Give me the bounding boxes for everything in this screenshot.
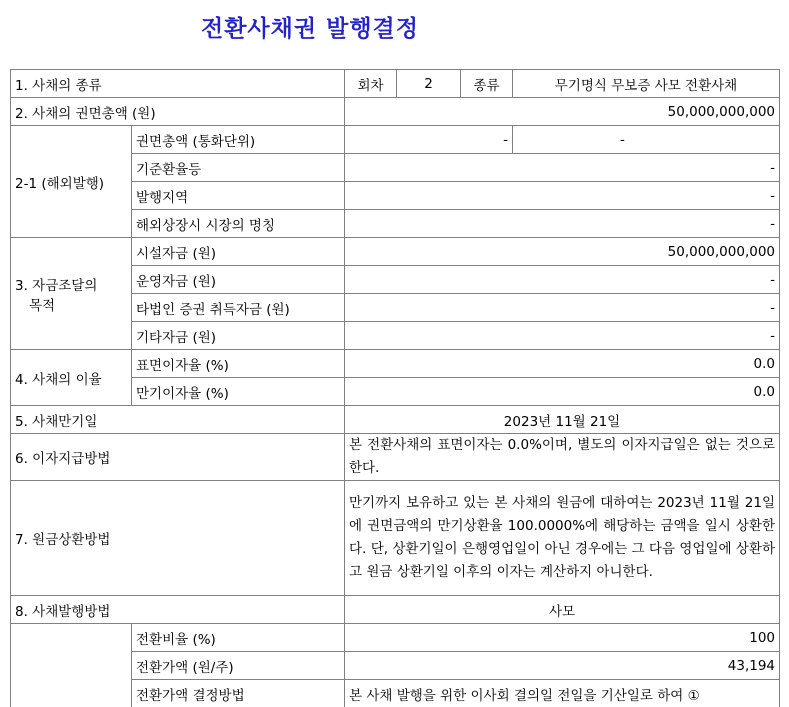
row-value: 본 사채 발행을 위한 이사회 결의일 전일을 기산일로 하여 ① <box>345 680 780 707</box>
row-value: 만기까지 보유하고 있는 본 사채의 원금에 대하여는 2023년 11월 21일에 권면금액의 만기상환율 100.0000%에 해당하는 금액을 일시 상환한다. 단, 상환기일이 은행영업일이 아닌 경우에는 그 다음 영업일에 상환하고 원금 상환기일 이후의 이자는 계산하지 아니한다. <box>345 481 780 596</box>
group-label-funding-purpose <box>11 238 132 350</box>
row-value: 본 전환사채의 표면이자는 0.0%이며, 별도의 이자지급일은 없는 것으로 한다. <box>345 434 780 481</box>
row-value: - <box>345 154 780 182</box>
label-line: 3. 자금조달의 <box>15 274 127 294</box>
disclosure-table <box>10 69 780 707</box>
row-value: 2023년 11월 21일 <box>345 406 780 434</box>
row-label: 2. 사채의 권면총액 (원) <box>11 98 345 126</box>
row-label: 6. 이자지급방법 <box>11 434 345 481</box>
row-value: - <box>345 126 513 154</box>
row-value: 43,194 <box>345 652 780 680</box>
row-value: 0.0 <box>345 378 780 406</box>
row-label: 5. 사채만기일 <box>11 406 345 434</box>
row-label: 시설자금 (원) <box>132 238 345 266</box>
kind-value: 무기명식 무보증 사모 전환사채 <box>513 70 780 98</box>
row-label: 기준환율등 <box>132 154 345 182</box>
row-label: 전환가액 결정방법 <box>132 680 345 707</box>
row-value: 사모 <box>345 596 780 624</box>
document-title: 전환사채권 발행결정 <box>0 10 620 43</box>
row-value: 50,000,000,000 <box>345 98 780 126</box>
row-bond-type <box>11 70 780 98</box>
row-interest-payment <box>11 434 780 481</box>
row-value: - <box>513 126 780 154</box>
row-label: 전환가액 (원/주) <box>132 652 345 680</box>
row-value: 0.0 <box>345 350 780 378</box>
row-label: 8. 사채발행방법 <box>11 596 345 624</box>
row-label: 기타자금 (원) <box>132 322 345 350</box>
round-value: 2 <box>397 70 461 98</box>
row-coupon-rate <box>11 350 780 378</box>
row-label: 타법인 증권 취득자금 (원) <box>132 294 345 322</box>
row-label: 7. 원금상환방법 <box>11 481 345 596</box>
row-label: 운영자금 (원) <box>132 266 345 294</box>
row-overseas-face <box>11 126 780 154</box>
row-principal-repayment <box>11 481 780 596</box>
group-label-interest: 4. 사채의 이율 <box>11 350 132 406</box>
group-label-overseas: 2-1 (해외발행) <box>11 126 132 238</box>
row-face-total <box>11 98 780 126</box>
group-label-conversion <box>11 624 132 707</box>
row-value: - <box>345 182 780 210</box>
row-label: 해외상장시 시장의 명칭 <box>132 210 345 238</box>
row-conversion-ratio <box>11 624 780 652</box>
row-value: - <box>345 322 780 350</box>
row-label: 발행지역 <box>132 182 345 210</box>
kind-label: 종류 <box>461 70 513 98</box>
round-label: 회차 <box>345 70 397 98</box>
row-label: 1. 사채의 종류 <box>11 70 345 98</box>
row-label: 표면이자율 (%) <box>132 350 345 378</box>
row-issue-method <box>11 596 780 624</box>
row-label: 만기이자율 (%) <box>132 378 345 406</box>
row-value: 100 <box>345 624 780 652</box>
row-facility-fund <box>11 238 780 266</box>
row-label: 전환비율 (%) <box>132 624 345 652</box>
row-maturity-date <box>11 406 780 434</box>
label-line: 목적 <box>15 294 55 314</box>
row-value: 50,000,000,000 <box>345 238 780 266</box>
row-value: - <box>345 210 780 238</box>
row-value: - <box>345 266 780 294</box>
row-label: 권면총액 (통화단위) <box>132 126 345 154</box>
row-value: - <box>345 294 780 322</box>
